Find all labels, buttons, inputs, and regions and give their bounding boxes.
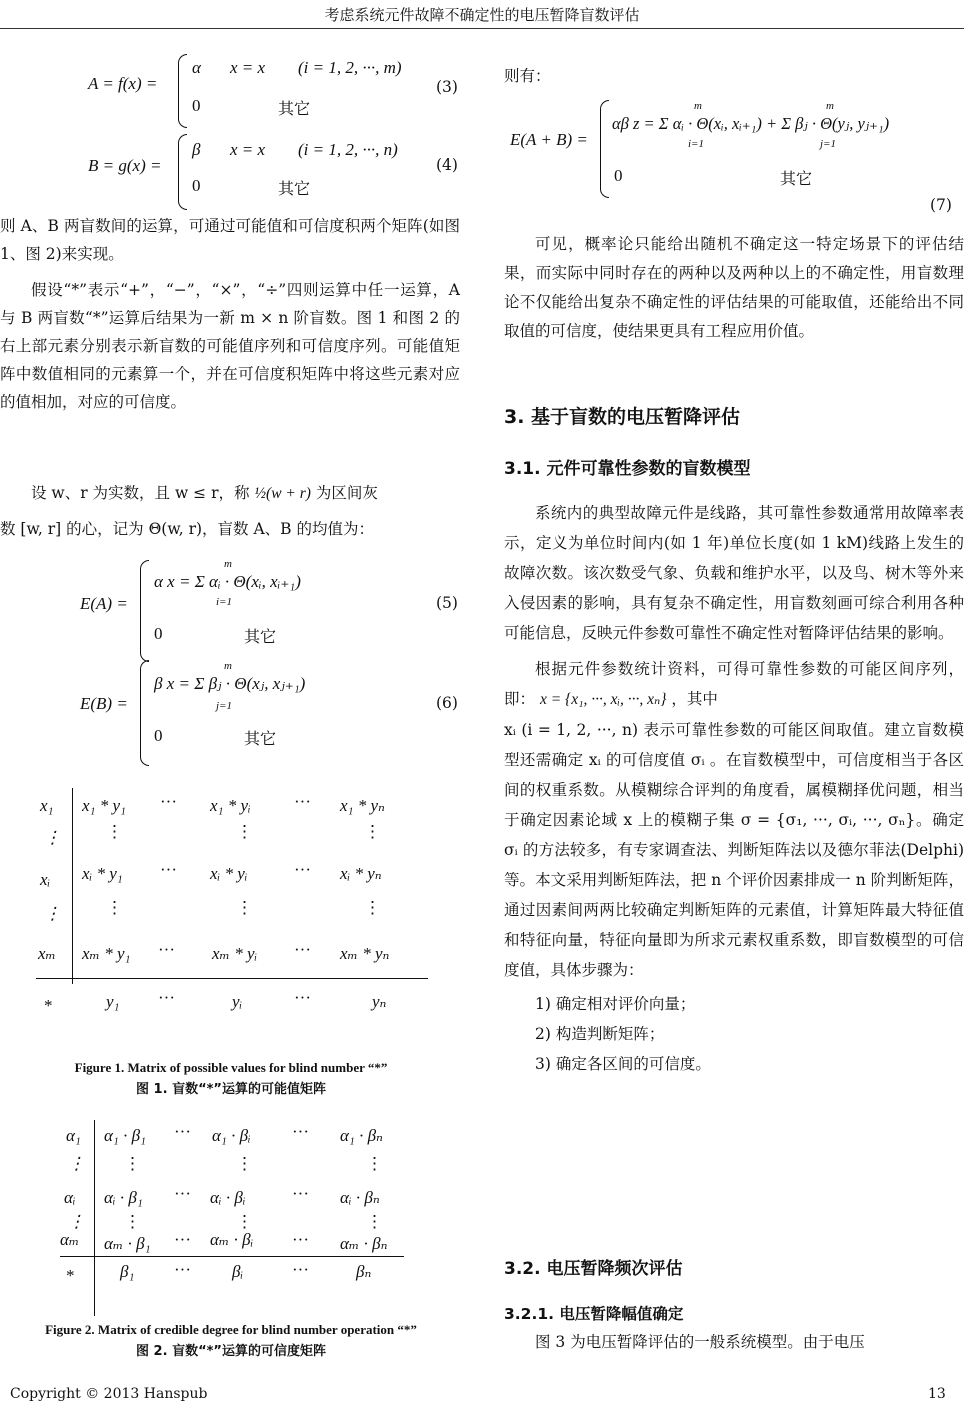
fig1-horizontal-rule <box>36 978 428 979</box>
eq4-case2-condition: 其它 <box>278 181 311 198</box>
section-3-2-heading: 3.2. 电压暂降频次评估 <box>504 1259 683 1279</box>
eq7-number: (7) <box>930 196 952 214</box>
fig2-cell: ··· <box>292 1230 309 1249</box>
fig1-cell: ··· <box>294 988 311 1007</box>
fig2-cell: αₘ · βₙ <box>340 1234 388 1253</box>
paragraph-component-reliability: 系统内的典型故障元件是线路，其可靠性参数通常用故障率表示，定义为单位时间内(如 1 年)单位长度(如 1 kM)线路上发生的故障次数。该次数受气象、负载和维护水平，以及鸟、树木等外来入侵因素的影响，具有复杂不确定性，用盲数刻画可综合利用各种可能信息，反映元件参数可靠性不确定性对暂降评估结果的影响。 <box>504 504 964 642</box>
eq6-case1: β x = Σ βⱼ · Θ(xⱼ, xⱼ₊₁) <box>154 674 306 693</box>
eq5-lhs: E(A) = <box>80 594 128 613</box>
eq7-sum1-bottom: i=1 <box>688 138 704 150</box>
paragraph-interval-sequence-intro <box>504 654 964 715</box>
eq4-case1-range: (i = 1, 2, ···, n) <box>298 140 398 159</box>
fig1-cell: ⋮ <box>236 898 253 917</box>
fig2-cell: αₘ · βᵢ <box>210 1230 254 1249</box>
fig1-row-label: xᵢ <box>40 870 51 889</box>
eq4-case1-condition: x = x <box>230 140 266 159</box>
fig2-cell: ⋮ <box>124 1154 141 1173</box>
fig2-cell: ··· <box>174 1230 191 1249</box>
fig1-cell: xₘ * yₙ <box>340 944 390 963</box>
fig1-cell: x₁ * y₁ <box>82 796 126 815</box>
paragraph-credibility-method: xᵢ (i = 1, 2, ···, n) 表示可靠性参数的可能区间取值。建立盲数模型还需确定 xᵢ 的可信度值 σᵢ 。在盲数模型中，可信度相当于各区间的权重系数。从模糊综合评判的角度看，属模糊择优问题，相当于确定因素论域 x 上的模糊子集 σ = {σ₁, ···, σᵢ, ···, σₙ}。确定 σᵢ 的方法较多，有专家调查法、判断矩阵法以及德尔菲法(Delphi)等。本文采用判断矩阵法，把 n 个评价因素排成一 n 阶判断矩阵，通过因素间两两比较确定判断矩阵的元素值，计算矩阵最大特征值和特征向量，特征向量即为所求元素权重系数，即盲数模型的可信度值，具体步骤为： <box>504 721 964 979</box>
fig2-cell: ⋮ <box>236 1154 253 1173</box>
fig1-cell: y₁ <box>106 992 120 1011</box>
fig1-cell: x₁ * yₙ <box>340 796 385 815</box>
figure-1-caption-zh: 图 1. 盲数“*”运算的可能值矩阵 <box>136 1082 326 1097</box>
fig2-cell: αᵢ · βᵢ <box>210 1188 246 1207</box>
footer-page-number: 13 <box>928 1386 946 1402</box>
fig1-cell: ··· <box>294 940 311 959</box>
fig1-cell: yᵢ <box>232 992 243 1011</box>
fig1-cell: ··· <box>294 860 311 879</box>
eq7-case2-value: 0 <box>614 166 623 185</box>
list-item: 1) 确定相对评价向量； <box>535 995 696 1013</box>
list-item: 3) 确定各区间的可信度。 <box>535 1055 711 1073</box>
fig1-cell: xₘ * yᵢ <box>212 944 258 963</box>
eq5-case2-condition: 其它 <box>244 629 277 646</box>
fig1-row-label: ⋮ <box>44 904 61 923</box>
fig2-cell: αᵢ · βₙ <box>340 1188 380 1207</box>
fig2-cell: βᵢ <box>232 1262 244 1281</box>
eq3-case2-value: 0 <box>192 96 201 115</box>
eq6-lhs: E(B) = <box>80 694 128 713</box>
eq3-number: (3) <box>436 78 458 96</box>
fig1-cell: ··· <box>158 940 175 959</box>
p3-fraction: ½(w + r) <box>254 485 311 502</box>
fig1-vertical-rule <box>72 788 73 984</box>
section-3-heading: 3. 基于盲数的电压暂降评估 <box>504 406 741 428</box>
fig2-row-label: α₁ <box>66 1126 81 1145</box>
eq6-brace <box>140 660 149 766</box>
list-item: 2) 构造判断矩阵； <box>535 1025 665 1043</box>
figure-2-caption-en: Figure 2. Matrix of credible degree for blind number operation “*” <box>45 1322 417 1337</box>
fig1-cell: x₁ * yᵢ <box>210 796 251 815</box>
fig2-row-label: ⋮ <box>68 1154 85 1173</box>
eq7-case2-condition: 其它 <box>780 171 813 188</box>
fig2-cell: ··· <box>292 1122 309 1141</box>
fig2-cell: ⋮ <box>366 1212 383 1231</box>
fig2-vertical-rule <box>94 1120 95 1316</box>
header-rule <box>0 28 964 29</box>
paragraph-grey-number-line1 <box>0 476 460 511</box>
fig1-cell: ⋮ <box>236 822 253 841</box>
fig1-row-label: xₘ <box>38 944 56 963</box>
fig2-cell: α₁ · β₁ <box>104 1126 146 1145</box>
fig2-row-label: αₘ <box>60 1230 80 1249</box>
eq4-brace <box>178 134 187 210</box>
fig1-cell: xᵢ * y₁ <box>82 864 123 883</box>
p3-text-b: ，其中 <box>671 690 718 708</box>
eq7-sum1-top: m <box>694 100 702 112</box>
fig1-row-label: * <box>44 996 53 1015</box>
fig1-cell: ··· <box>160 860 177 879</box>
fig1-cell: ··· <box>160 792 177 811</box>
fig1-cell: ··· <box>158 988 175 1007</box>
fig2-row-label: * <box>66 1266 75 1285</box>
fig2-cell: ··· <box>174 1184 191 1203</box>
paragraph-blind-advantage: 可见，概率论只能给出随机不确定这一特定场景下的评估结果，而实际中同时存在的两种以及两种以上的不确定性，用盲数理论不仅能给出复杂不确定性的评估结果的可能取值，还能给出不同取值的可信度，使结果更具有工程应用价值。 <box>504 235 964 340</box>
fig2-cell: ⋮ <box>236 1212 253 1231</box>
eq5-number: (5) <box>436 594 458 612</box>
fig2-row-label: ⋮ <box>68 1212 85 1231</box>
eq4-case2-value: 0 <box>192 176 201 195</box>
eq5-sum-bottom: i=1 <box>216 596 232 608</box>
fig2-horizontal-rule <box>60 1256 404 1257</box>
eq4-lhs: B = g(x) = <box>88 156 162 175</box>
eq6-sum-top: m <box>224 660 232 672</box>
fig2-cell: ··· <box>174 1260 191 1279</box>
fig1-row-label: ⋮ <box>44 828 61 847</box>
fig2-row-label: αᵢ <box>64 1188 76 1207</box>
eq6-sum-bottom: j=1 <box>216 700 232 712</box>
fig2-cell: βₙ <box>356 1262 372 1281</box>
eq3-brace <box>178 54 187 128</box>
eq6-case2-value: 0 <box>154 726 163 745</box>
fig2-cell: α₁ · βₙ <box>340 1126 383 1145</box>
fig1-cell: xᵢ * yᵢ <box>210 864 248 883</box>
eq5-sum-top: m <box>224 558 232 570</box>
fig2-cell: ··· <box>292 1184 309 1203</box>
section-3-1-heading: 3.1. 元件可靠性参数的盲数模型 <box>504 459 751 479</box>
eq6-case2-condition: 其它 <box>244 731 277 748</box>
p3-text-a: 设 w、r 为实数，且 w ≤ r，称 <box>31 484 250 502</box>
fig1-cell: ⋮ <box>364 898 381 917</box>
paragraph-sag-model: 图 3 为电压暂降评估的一般系统模型。由于电压 <box>535 1333 865 1351</box>
section-3-2-1-heading: 3.2.1. 电压暂降幅值确定 <box>504 1305 684 1323</box>
fig2-cell: α₁ · βᵢ <box>212 1126 251 1145</box>
eq5-case1: α x = Σ αᵢ · Θ(xᵢ, xᵢ₊₁) <box>154 572 301 591</box>
fig2-cell: αₘ · β₁ <box>104 1234 151 1253</box>
figure-1-caption-en: Figure 1. Matrix of possible values for blind number “*” <box>74 1060 388 1075</box>
footer-copyright: Copyright © 2013 Hanspub <box>10 1386 208 1402</box>
figure-2-caption-zh: 图 2. 盲数“*”运算的可信度矩阵 <box>136 1344 326 1359</box>
eq3-case1-value: α <box>192 58 201 77</box>
fig1-cell: xᵢ * yₙ <box>340 864 382 883</box>
eq3-lhs: A = f(x) = <box>88 74 158 93</box>
eq3-case1-condition: x = x <box>230 58 266 77</box>
eq3-case2-condition: 其它 <box>278 101 311 118</box>
eq3-case1-range: (i = 1, 2, ···, m) <box>298 58 402 77</box>
fig2-cell: ⋮ <box>366 1154 383 1173</box>
p3-text-b: 为区间灰 <box>315 484 378 502</box>
fig1-cell: xₘ * y₁ <box>82 944 131 963</box>
paragraph-grey-number-line2: 数 [w, r] 的心，记为 Θ(w, r)，盲数 A、B 的均值为： <box>0 520 374 538</box>
eq4-case1-value: β <box>192 140 201 159</box>
eq7-sum2-top: m <box>826 100 834 112</box>
fig1-row-label: x₁ <box>40 796 54 815</box>
eq7-sum2-bottom: j=1 <box>820 138 836 150</box>
running-header: 考虑系统元件故障不确定性的电压暂降盲数评估 <box>324 6 640 24</box>
eq5-case2-value: 0 <box>154 624 163 643</box>
eq4-number: (4) <box>436 156 458 174</box>
fig1-cell: ⋮ <box>364 822 381 841</box>
eq7-brace <box>600 100 609 198</box>
eq7-case1: αβ z = Σ αᵢ · Θ(xᵢ, xᵢ₊₁) + Σ βⱼ · Θ(yⱼ, yⱼ₊₁) <box>612 114 890 133</box>
fig2-cell: ··· <box>292 1260 309 1279</box>
paragraph-operator-assumption: 假设“*”表示“+”，“−”，“×”，“÷”四则运算中任一运算，A 与 B 两盲数“*”运算后结果为一新 m × n 阶盲数。图 1 和图 2 的右上部元素分别表示新盲数的可能值序列和可信度序列。可能值矩阵中数值相同的元素算一个，并在可信度积矩阵中将这些元素对应的值相加，对应的可信度。 <box>0 281 460 411</box>
eq5-brace <box>140 560 149 662</box>
fig1-cell: ⋮ <box>106 898 123 917</box>
fig1-cell: ⋮ <box>106 822 123 841</box>
p3-text-a: 根据元件参数统计资料，可得可靠性参数的可能区间序列，即： <box>504 660 964 708</box>
paragraph-then: 则有： <box>504 67 551 85</box>
paragraph-matrix-ops: 则 A、B 两盲数间的运算，可通过可能值和可信度积两个矩阵(如图 1、图 2)来实现。 <box>0 217 460 263</box>
eq7-lhs: E(A + B) = <box>510 130 588 149</box>
p3-set: x = {x₁, ···, xᵢ, ···, xₙ} <box>539 691 667 708</box>
fig1-cell: ··· <box>294 792 311 811</box>
fig1-cell: yₙ <box>372 992 387 1011</box>
fig2-cell: αᵢ · β₁ <box>104 1188 143 1207</box>
eq6-number: (6) <box>436 694 458 712</box>
fig2-cell: β₁ <box>120 1262 135 1281</box>
fig2-cell: ⋮ <box>124 1212 141 1231</box>
fig2-cell: ··· <box>174 1122 191 1141</box>
